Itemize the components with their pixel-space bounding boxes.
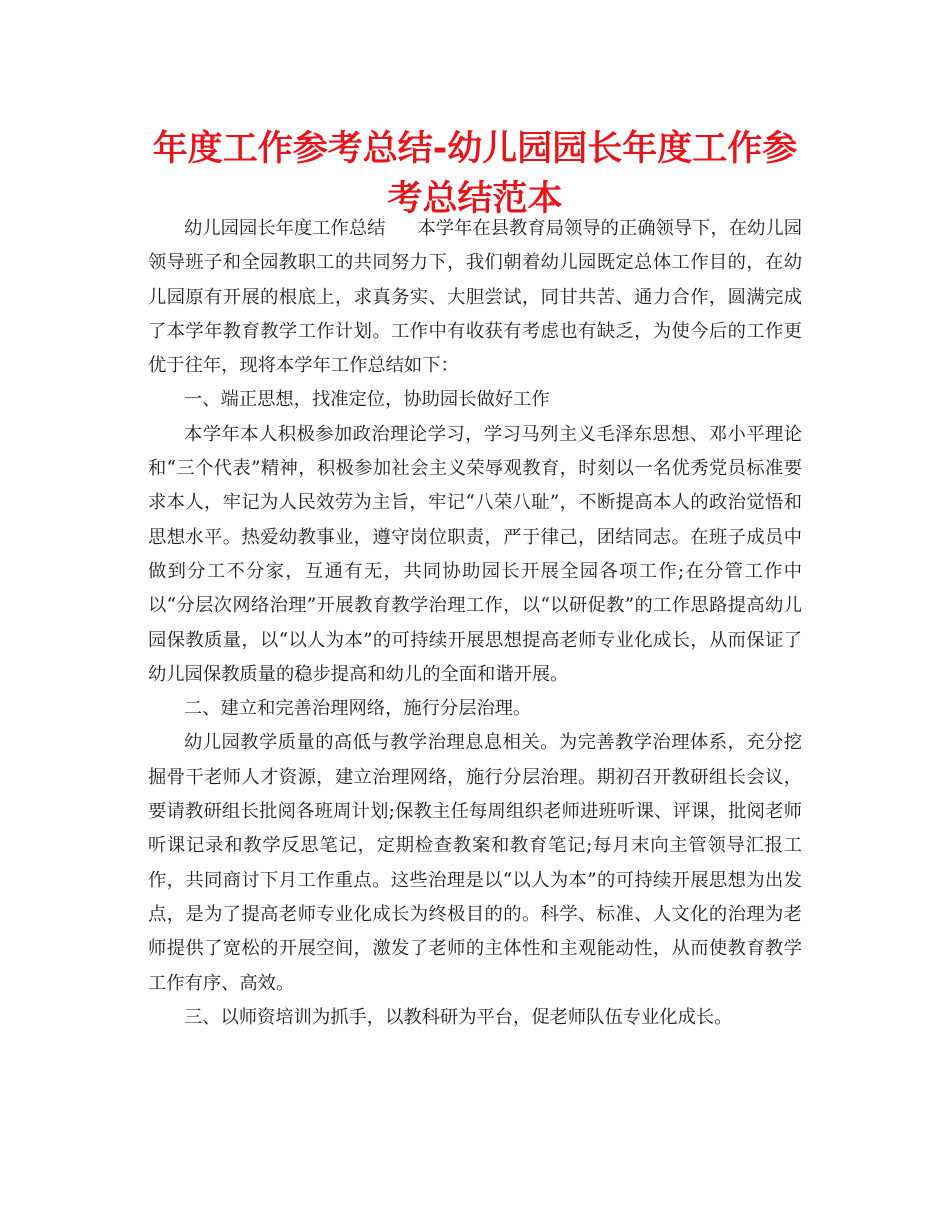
section-heading-3: 三、以师资培训为抓手，以教科研为平台，促老师队伍专业化成长。 [184, 1006, 733, 1028]
document-title: 年度工作参考总结-幼儿园园长年度工作参考总结范本 [152, 129, 798, 219]
intro-paragraph [148, 212, 802, 383]
body-paragraph-2: 幼儿园教学质量的高低与教学治理息息相关。为完善教学治理体系，充分挖掘骨干老师人才资源，建立治理网络，施行分层治理。期初召开教研组长会议，要请教研组长批阅各班周计划;保教主任每周组织老师进班听课、评课，批阅老师听课记录和教学反思笔记，定期检查教案和教育笔记;每月末向主管领导汇报工作，共同商讨下月工作重点。这些治理是以“以人为本”的可持续开展思想为出发点，是为了提高老师专业化成长为终极目的的。科学、标准、人文化的治理为老师提供了宽松的开展空间，激发了老师的主体性和主观能动性，从而使教育教学工作有序、高效。 [148, 732, 802, 994]
document-body [148, 212, 802, 1035]
body-paragraph-1: 本学年本人积极参加政治理论学习，学习马列主义毛泽东思想、邓小平理论和“三个代表”精神，积极参加社会主义荣辱观教育，时刻以一名优秀党员标准要求本人，牢记为人民效劳为主旨，牢记“八荣八耻”，不断提高本人的政治觉悟和思想水平。热爱幼教事业，遵守岗位职责，严于律己，团结同志。在班子成员中做到分工不分家，互通有无，共同协助园长开展全园各项工作;在分管工作中以“分层次网络治理”开展教育教学治理工作，以“以研促教”的工作思路提高幼儿园保教质量，以“以人为本”的可持续开展思想提高老师专业化成长，从而保证了幼儿园保教质量的稳步提高和幼儿的全面和谐开展。 [148, 423, 802, 685]
section-heading-1: 一、端正思想，找准定位，协助园长做好工作 [184, 389, 550, 411]
section-heading-2: 二、建立和完善治理网络，施行分层治理。 [184, 698, 532, 720]
intro-text: 本学年在县教育局领导的正确领导下，在幼儿园领导班子和全园教职工的共同努力下，我们朝着幼儿园既定总体工作目的，在幼儿园原有开展的根底上，求真务实、大胆尝试，同甘共苦、通力合作，圆满完成了本学年教育教学工作计划。工作中有收获有考虑也有缺乏，为使今后的工作更优于往年，现将本学年工作总结如下： [148, 218, 803, 377]
intro-heading: 幼儿园园长年度工作总结 [184, 218, 386, 239]
